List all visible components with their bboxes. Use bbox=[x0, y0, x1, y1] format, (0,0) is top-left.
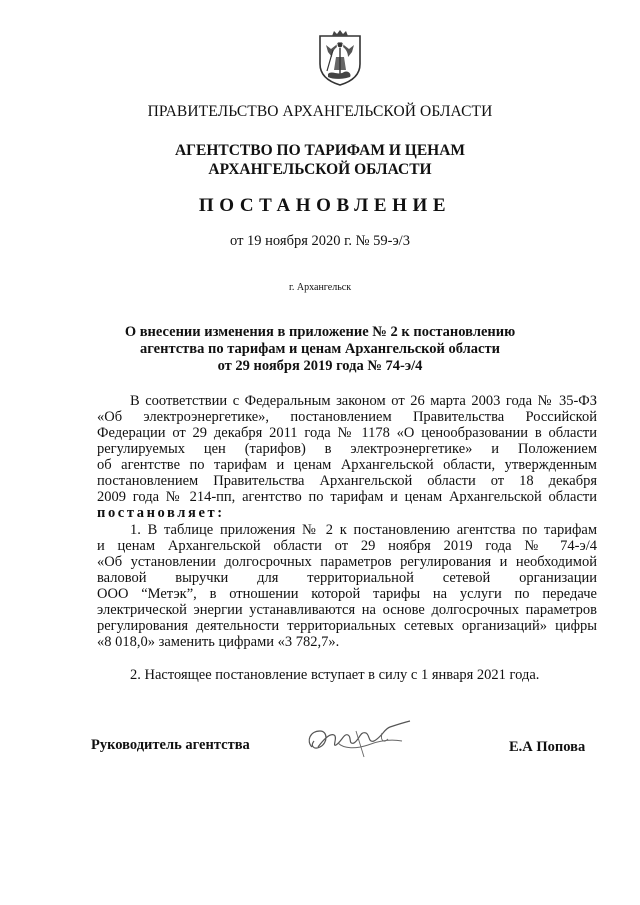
subject-line-1: О внесении изменения в приложение № 2 к постановлению bbox=[124, 324, 516, 340]
preamble-line: 2009 года № 214-пп, агентство по тарифам и ценам Архангельской области bbox=[97, 489, 597, 505]
handwritten-signature bbox=[298, 713, 420, 773]
preamble-paragraph bbox=[97, 393, 597, 521]
preamble-line: «Об электроэнергетике», постановлением Правительства Российской bbox=[97, 409, 597, 425]
item-1-line: «Об установлении долгосрочных параметров регулирования и необходимой bbox=[97, 554, 597, 570]
item-1-line: регулирования деятельности территориальных сетевых организаций» цифры bbox=[97, 618, 597, 634]
item-1-paragraph bbox=[97, 522, 597, 650]
item-1-line: «8 018,0» заменить цифрами «3 782,7». bbox=[97, 634, 340, 650]
government-name: ПРАВИТЕЛЬСТВО АРХАНГЕЛЬСКОЙ ОБЛАСТИ bbox=[147, 103, 493, 120]
subject-line-3: от 29 ноября 2019 года № 74-э/4 bbox=[217, 358, 423, 374]
item-1-line: 1. В таблице приложения № 2 к постановлению агентства по тарифам bbox=[130, 522, 597, 538]
document-city: г. Архангельск bbox=[288, 282, 352, 293]
preamble-line: Федерации от 29 декабря 2011 года № 1178 «О ценообразовании в области bbox=[97, 425, 597, 441]
preamble-line: постановлением Правительства Архангельской области от 18 декабря bbox=[97, 473, 597, 489]
signatory-position: Руководитель агентства bbox=[91, 737, 250, 753]
coat-of-arms-icon bbox=[314, 30, 366, 86]
item-1-line: валовой выручки для территориальной сетевой организации bbox=[97, 570, 597, 586]
document-type: ПОСТАНОВЛЕНИЕ bbox=[198, 195, 452, 216]
item-1-line: и ценам Архангельской области от 29 ноября 2019 года № 74-э/4 bbox=[97, 538, 597, 554]
subject-line-2: агентства по тарифам и ценам Архангельской области bbox=[140, 341, 500, 357]
item-1-line: электрической энергии устанавливаются на основе долгосрочных параметров bbox=[97, 602, 597, 618]
signatory-name: Е.А Попова bbox=[509, 739, 586, 755]
agency-name-line1: АГЕНТСТВО ПО ТАРИФАМ И ЦЕНАМ bbox=[174, 142, 466, 159]
preamble-line: В соответствии с Федеральным законом от 26 марта 2003 года № 35-ФЗ bbox=[130, 393, 597, 409]
item-1-line: ООО “Метэк”, в отношении которой тарифы на услуги по передаче bbox=[97, 586, 597, 602]
item-2-line: 2. Настоящее постановление вступает в силу с 1 января 2021 года. bbox=[130, 667, 540, 683]
agency-name-line2: АРХАНГЕЛЬСКОЙ ОБЛАСТИ bbox=[208, 161, 432, 178]
preamble-line: регулируемых цен (тарифов) в электроэнергетике» и Положением bbox=[97, 441, 597, 457]
item-2-paragraph bbox=[97, 667, 597, 683]
preamble-line: об агентстве по тарифам и ценам Архангельской области, утвержденным bbox=[97, 457, 597, 473]
document-date-number: от 19 ноября 2020 г. № 59-э/3 bbox=[230, 233, 410, 249]
resolves-word: постановляет: bbox=[97, 505, 225, 521]
